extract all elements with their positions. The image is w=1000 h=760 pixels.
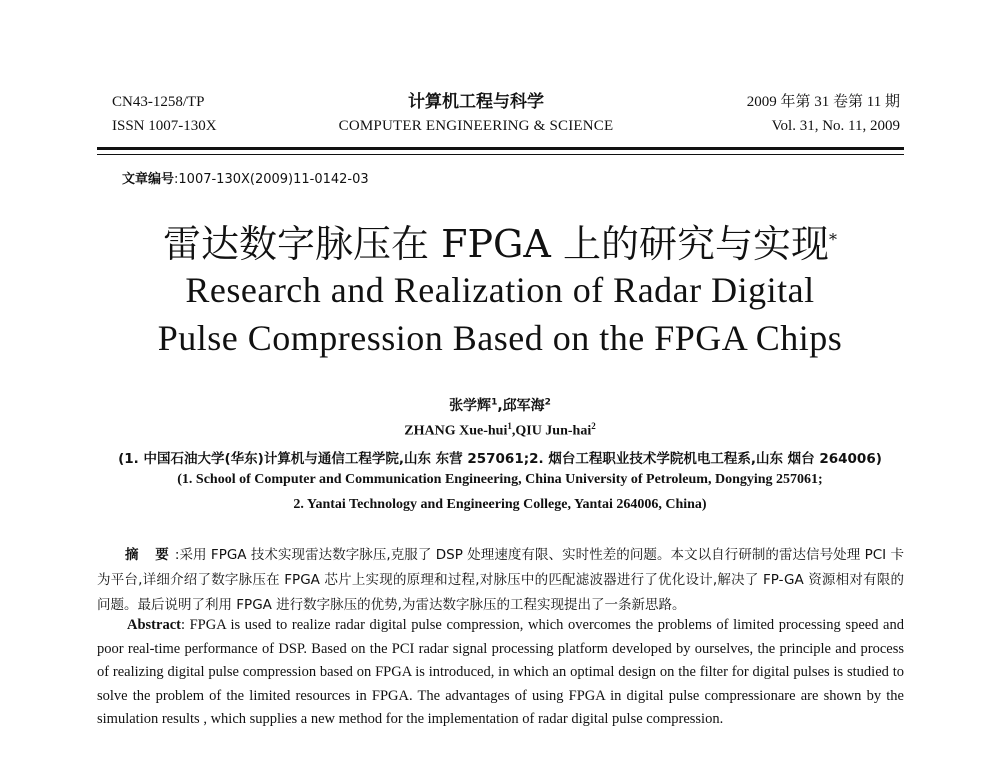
abstract-en-label: Abstract <box>127 617 181 633</box>
header-right <box>747 90 900 138</box>
author-en-2: QIU Jun-hai <box>515 423 592 439</box>
title-cn-text: 雷达数字脉压在 FPGA 上的研究与实现 <box>163 222 829 266</box>
author-en-1: ZHANG Xue-hui <box>404 423 508 439</box>
article-number-value: :1007-130X(2009)11-0142-03 <box>174 172 369 187</box>
affiliation-cn: (1. 中国石油大学(华东)计算机与通信工程学院,山东 东营 257061;2. 烟台工程职业技术学院机电工程系,山东 烟台 264006) <box>118 451 882 467</box>
journal-name-en: COMPUTER ENGINEERING & SCIENCE <box>338 118 614 134</box>
article-number-label: 文章编号 <box>122 172 175 187</box>
journal-header <box>112 90 900 146</box>
title-cn <box>0 218 1000 270</box>
article-number <box>122 168 369 187</box>
abstract-en <box>97 614 904 732</box>
title-en <box>0 266 1000 362</box>
issue-en: Vol. 31, No. 11, 2009 <box>771 118 900 134</box>
header-left <box>112 90 217 138</box>
author-en-sep: , <box>511 423 516 439</box>
abstract-en-text: : FPGA is used to realize radar digital pulse compression, which overcomes the problems of limited processing speed and poor real-time performance of DSP. Based on the PCI radar signal processing platform developed by ourselves, the principle and process of realizing digital pulse compression based on FPGA is introduced, in which an optimal design on the filter for digital pulses is studied to solve the problem of the limited resources in FPGA. The advantages of using FPGA in digital pulse compressionare are shown by the simulation results , which supplies a new method for the implementation of radar digital pulse compression. <box>97 617 904 727</box>
author-en-1-sup: 1 <box>507 421 512 431</box>
author-cn-1: 张学辉 <box>449 398 492 414</box>
title-footnote-mark: * <box>828 230 837 249</box>
affiliation-en-1: (1. School of Computer and Communication Engineering, China University of Petroleum, Dongying 257061; <box>177 472 823 487</box>
header-center <box>312 90 640 138</box>
journal-name-cn: 计算机工程与科学 <box>408 92 544 112</box>
issn: ISSN 1007-130X <box>112 118 217 134</box>
abstract-cn-text: :采用 FPGA 技术实现雷达数字脉压,克服了 DSP 处理速度有限、实时性差的问题。本文以自行研制的雷达信号处理 PCI 卡为平台,详细介绍了数字脉压在 FPGA 芯片上实现的原理和过程,对脉压中的匹配滤波器进行了优化设计,解决了 FP-GA 资源相对有限的问题。最后说明了利用 FPGA 进行数字脉压的优势,为雷达数字脉压的工程实现提出了一条新思路。 <box>97 547 905 613</box>
authors-cn <box>0 395 1000 415</box>
author-cn-sep: , <box>497 398 503 414</box>
issue-cn: 2009 年第 31 卷第 11 期 <box>746 94 900 110</box>
author-cn-2: 邱军海 <box>502 398 545 414</box>
author-cn-2-sup: 2 <box>544 397 551 408</box>
author-en-2-sup: 2 <box>591 421 596 431</box>
abstract-cn <box>97 543 904 618</box>
title-en-line2: Pulse Compression Based on the FPGA Chips <box>157 318 843 358</box>
header-rule-thick <box>97 147 904 150</box>
header-rule-thin <box>97 154 904 155</box>
author-cn-1-sup: 1 <box>491 397 498 408</box>
authors-en <box>0 421 1000 440</box>
title-en-line1: Research and Realization of Radar Digital <box>185 270 815 310</box>
affiliation-en-2: 2. Yantai Technology and Engineering College, Yantai 264006, China) <box>293 497 707 512</box>
abstract-cn-label: 摘 要 <box>125 547 175 563</box>
cn-code: CN43-1258/TP <box>112 94 205 110</box>
